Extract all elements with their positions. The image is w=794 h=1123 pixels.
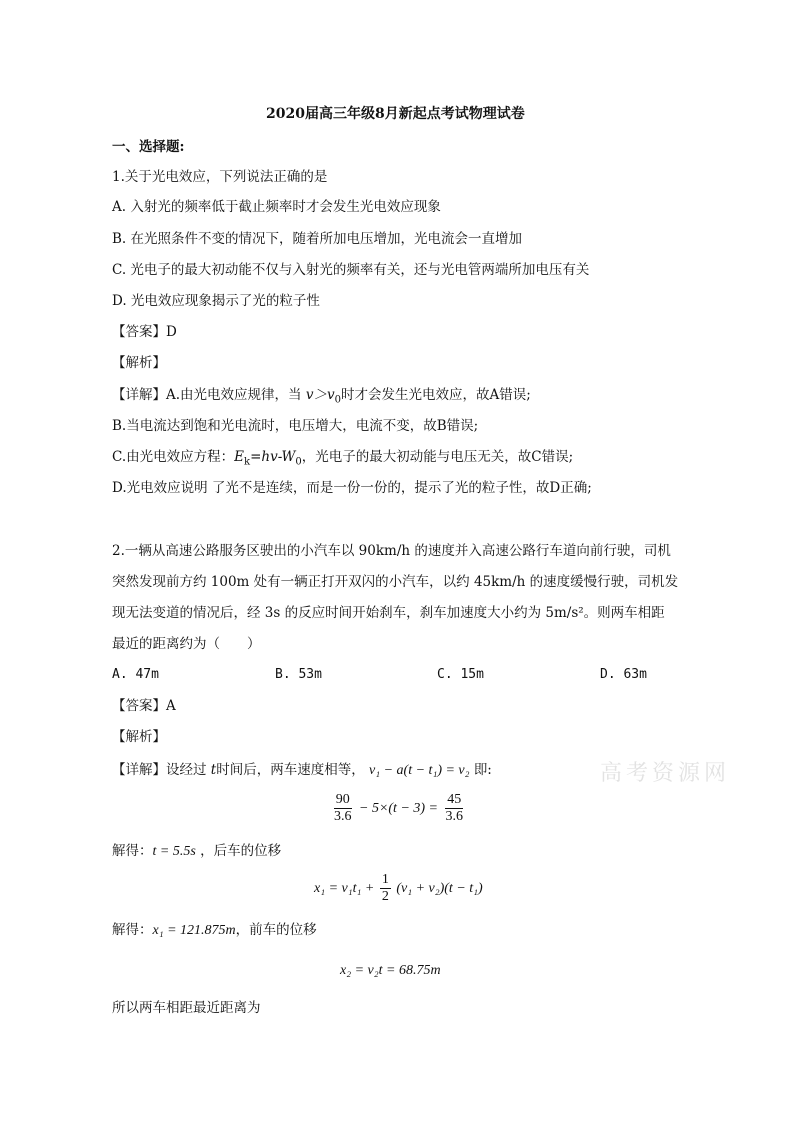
q1-option-d: D. 光电效应现象揭示了光的粒子性 <box>112 293 320 309</box>
q1-detail-c-eq: E <box>234 449 244 465</box>
q2-solve1-prefix: 解得： <box>112 843 153 859</box>
q2-solve-2 <box>112 922 317 940</box>
q2-solve2-suffix: ，前车的位移 <box>235 922 317 938</box>
q1-option-a: A. 入射光的频率低于截止频率时才会发生光电效应现象 <box>112 199 441 215</box>
q2-solve1-equation: t = 5.5s <box>152 844 196 859</box>
q1-detail-a-text: 【详解】A.由光电效应规律，当 <box>112 387 306 403</box>
q2-solve2-equation: x₁ = 121.875m <box>152 923 236 938</box>
q2-eq2-denominator: 2 <box>381 889 389 905</box>
q2-stem-line-1: 2.一辆从高速公路服务区驶出的小汽车以 90km/h 的速度并入高速公路行车道向前行驶，司机 <box>112 543 671 559</box>
q1-detail-c-suffix: ，光电子的最大初动能与电压无关，故C错误; <box>301 449 574 465</box>
q2-option-b: B. 53m <box>275 667 322 682</box>
q2-stem-line-3: 现无法变道的情况后，经 3s 的反应时间开始刹车，刹车加速度大小约为 5m/s²。则两车相距 <box>112 605 665 621</box>
q2-stem-line-2: 突然发现前方约 100m 处有一辆正打开双闪的小汽车，以约 45km/h 的速度缓慢行驶，司机发 <box>112 574 679 590</box>
q2-eq1-numerator-1: 90 <box>334 792 352 809</box>
q2-eq2-numerator: 1 <box>380 872 391 889</box>
q2-stem-line-4: 最近的距离约为（ ） <box>112 636 261 652</box>
q2-eq2-fraction <box>380 872 391 905</box>
q2-eq3-text: x₂ = v₂t = 68.75m <box>340 963 441 978</box>
q2-eq2-right: (v₁ + v₂)(t − t₁) <box>396 880 483 896</box>
q1-detail-a-sub: 0 <box>334 394 341 406</box>
q2-detail-prefix: 【详解】设经过 <box>112 762 211 778</box>
q2-equation-2 <box>314 872 483 905</box>
q1-option-b: B. 在光照条件不变的情况下，随着所加电压增加，光电流会一直增加 <box>112 231 523 247</box>
q2-detail-equation: v₁ − a(t − t₁) = v₂ <box>369 763 470 778</box>
q1-detail-a <box>112 387 531 407</box>
q2-option-c: C. 15m <box>437 667 484 682</box>
q2-equation-1 <box>330 792 467 825</box>
q2-closing: 所以两车相距最近距离为 <box>112 1000 261 1016</box>
q1-detail-c-eq-sub: k <box>244 456 251 468</box>
q2-detail-t: t <box>210 762 217 778</box>
q2-eq1-middle: − 5×(t − 3) = <box>359 800 439 816</box>
q2-eq1-fraction-1 <box>332 792 354 825</box>
q2-detail-suffix: 即: <box>473 762 492 778</box>
q1-detail-d: D.光电效应说明 了光不是连续，而是一份一份的，提示了光的粒子性，故D正确; <box>112 480 592 496</box>
q1-analysis-label: 【解析】 <box>112 355 166 371</box>
q2-solve2-prefix: 解得： <box>112 922 153 938</box>
q1-detail-b: B.当电流达到饱和光电流时，电压增大，电流不变，故B错误; <box>112 418 479 434</box>
q2-eq1-numerator-2: 45 <box>445 792 463 809</box>
page-title: 2020届高三年级8月新起点考试物理试卷 <box>266 106 525 122</box>
q1-answer: 【答案】D <box>112 324 177 340</box>
q2-option-a: A. 47m <box>112 667 159 682</box>
q2-eq1-denominator-2: 3.6 <box>445 809 464 825</box>
q1-detail-a-condition: v＞v <box>305 387 335 403</box>
q2-eq1-fraction-2 <box>444 792 466 825</box>
q1-detail-c <box>112 449 573 469</box>
q1-stem: 1.关于光电效应，下列说法正确的是 <box>112 169 328 185</box>
q1-option-c: C. 光电子的最大初动能不仅与入射光的频率有关，还与光电管两端所加电压有关 <box>112 262 590 278</box>
q2-detail-line <box>112 762 492 780</box>
q1-detail-c-eq-sub2: 0 <box>295 456 302 468</box>
q2-solve1-suffix: ，后车的位移 <box>200 843 282 859</box>
q1-detail-c-eq-rest: =hv-W <box>250 449 296 465</box>
q2-equation-3 <box>340 962 441 980</box>
q1-detail-c-text: C.由光电效应方程： <box>112 449 235 465</box>
q2-analysis-label: 【解析】 <box>112 729 166 745</box>
q2-answer: 【答案】A <box>112 698 176 714</box>
q2-detail-mid: 时间后，两车速度相等， <box>216 762 365 778</box>
q2-eq1-denominator-1: 3.6 <box>334 809 352 825</box>
q2-option-d: D. 63m <box>600 667 647 682</box>
watermark: 高考资源网 <box>600 761 731 786</box>
q2-solve-1 <box>112 843 281 861</box>
q2-eq2-left: x₁ = v₁t₁ + <box>314 880 375 896</box>
section-heading: 一、选择题: <box>112 139 185 155</box>
q1-detail-a-suffix: 时才会发生光电效应，故A错误; <box>340 387 531 403</box>
